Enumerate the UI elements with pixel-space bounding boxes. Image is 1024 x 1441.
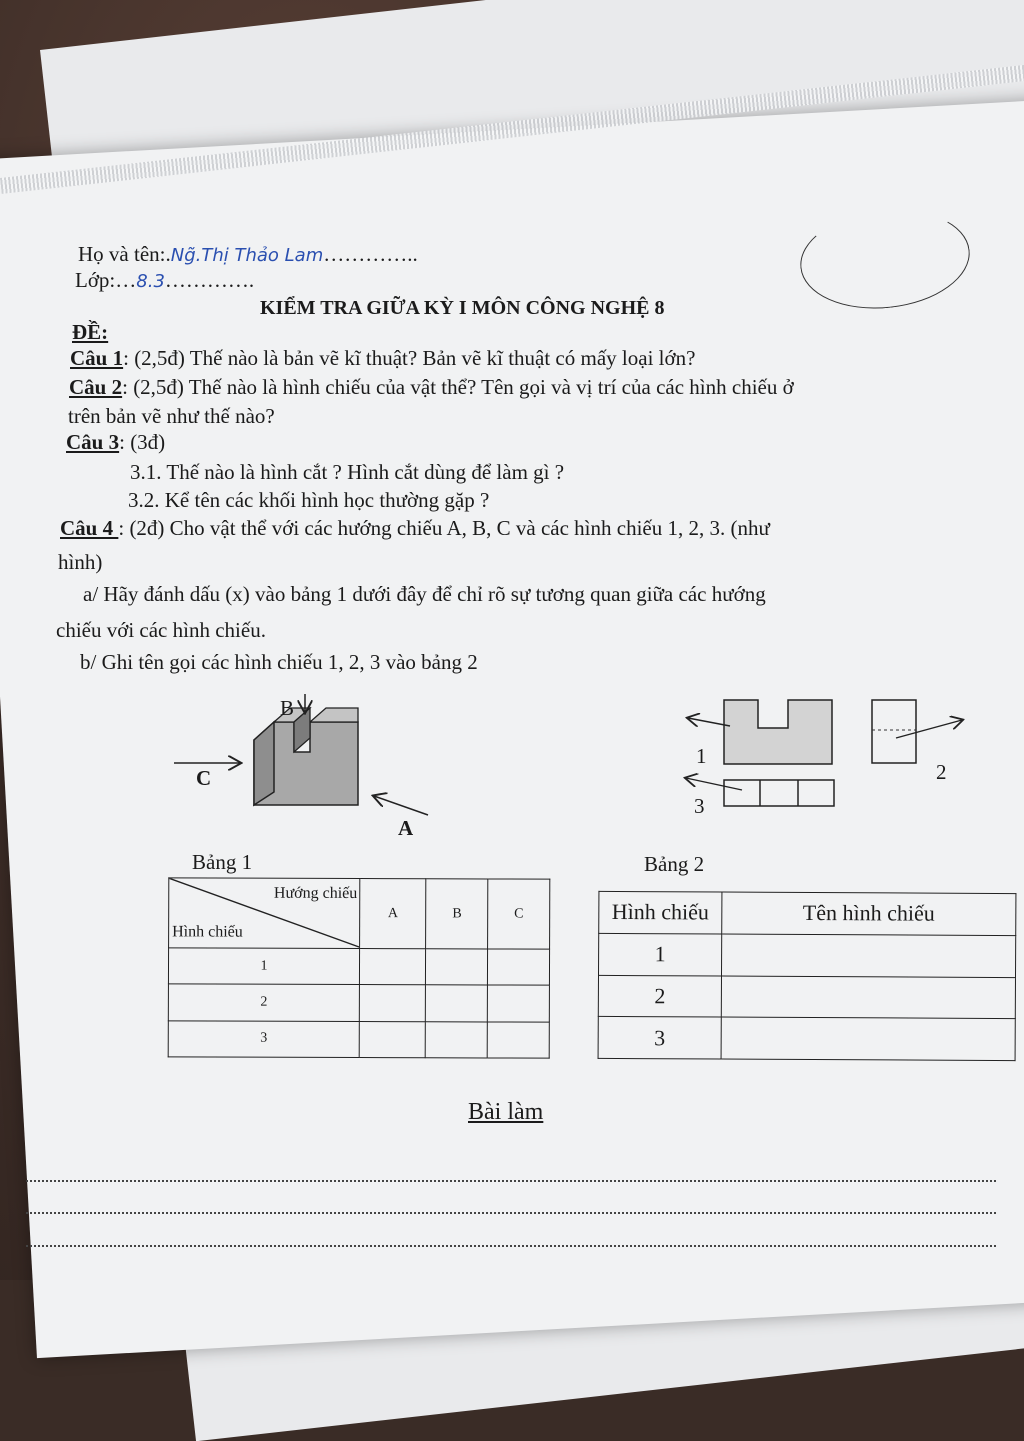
table-1-cell[interactable] [488, 949, 550, 986]
table-1-cell[interactable] [426, 1021, 488, 1058]
arrow-a [374, 796, 428, 815]
table-1-col-a: A [360, 879, 427, 949]
table-1-row-label: 3 [168, 1020, 359, 1057]
table-1-cell[interactable] [359, 1021, 426, 1058]
table-2-row-label: 2 [598, 975, 721, 1017]
projection-views [680, 690, 980, 820]
table-2-cell[interactable] [721, 976, 1015, 1019]
de-label: ĐỀ: [72, 320, 109, 344]
table-2 [598, 891, 1017, 1061]
table-2-row-label: 1 [599, 933, 722, 975]
table-2-caption: Bảng 2 [644, 852, 705, 876]
object-side-face [254, 722, 274, 805]
table-1-corner [169, 878, 360, 949]
student-class-line [75, 268, 254, 293]
question-3 [66, 430, 165, 455]
q3-sub-2: 3.2. Kể tên các khối hình học thường gặp ? [128, 488, 490, 512]
table-2-cell[interactable] [721, 1017, 1015, 1060]
q4-text-2: hình) [58, 550, 103, 574]
q1-text: : (2,5đ) Thế nào là bản vẽ kĩ thuật? Bản vẽ kĩ thuật có mấy loại lớn? [123, 346, 696, 370]
q2-text-2: trên bản vẽ như thế nào? [68, 404, 275, 428]
table-1-cell[interactable] [426, 949, 488, 986]
answer-title: Bài làm [468, 1099, 544, 1125]
table-2-header-view: Hình chiếu [599, 891, 722, 933]
class-handwritten: 8.3 [136, 271, 165, 292]
q4-a-2: chiếu với các hình chiếu. [56, 618, 266, 642]
label-c: C [196, 766, 212, 790]
q4-b: b/ Ghi tên gọi các hình chiếu 1, 2, 3 vào bảng 2 [80, 650, 478, 674]
label-b: B [280, 696, 295, 720]
table-1-cell[interactable] [487, 1022, 549, 1059]
table-2-header-name: Tên hình chiếu [722, 892, 1016, 935]
answer-line[interactable] [26, 1180, 996, 1182]
student-name-line [78, 242, 418, 267]
exam-title: KIỂM TRA GIỮA KỲ I MÔN CÔNG NGHỆ 8 [260, 297, 665, 319]
class-label: Lớp:… [75, 268, 137, 292]
view-2-label: 2 [936, 760, 947, 784]
table-1-cell[interactable] [359, 985, 426, 1022]
label-a: A [398, 816, 414, 840]
corner-top-label: Hướng chiếu [273, 884, 358, 902]
table-1 [168, 877, 551, 1058]
q3-label: Câu 3 [66, 430, 120, 454]
score-circle [795, 201, 974, 316]
answer-line[interactable] [26, 1212, 996, 1214]
q2-label: Câu 2 [69, 375, 123, 399]
table-1-col-c: C [488, 879, 550, 949]
q4-a-1: a/ Hãy đánh dấu (x) vào bảng 1 dưới đây để chỉ rõ sự tương quan giữa các hướng [83, 582, 766, 606]
table-1-row-label: 1 [168, 948, 359, 985]
view-1-label: 1 [696, 744, 707, 768]
name-handwritten: Ng̃.Thị Thảo Lam [170, 245, 324, 266]
class-dots: …………. [164, 268, 255, 292]
question-2 [69, 375, 794, 400]
q4-text-1: : (2đ) Cho vật thể với các hướng chiếu A, B, C và các hình chiếu 1, 2, 3. (như [118, 516, 770, 540]
q2-text-1: : (2,5đ) Thế nào là hình chiếu của vật thể? Tên gọi và vị trí của các hình chiếu ở [122, 375, 794, 399]
table-2-row-label: 3 [598, 1017, 721, 1059]
view-3-label: 3 [694, 794, 705, 818]
table-1-cell[interactable] [359, 949, 426, 986]
table-1-caption: Bảng 1 [192, 850, 253, 874]
object-top-right [310, 708, 358, 722]
q3-text: : (3đ) [119, 430, 166, 454]
corner-bottom-label: Hình chiếu [172, 923, 243, 941]
answer-line[interactable] [26, 1245, 996, 1247]
table-1-cell[interactable] [426, 985, 488, 1022]
q1-label: Câu 1 [70, 346, 124, 370]
view-1-shape [724, 700, 832, 764]
q3-sub-1: 3.1. Thế nào là hình cắt ? Hình cắt dùng để làm gì ? [130, 460, 565, 484]
view-2-shape [872, 700, 916, 763]
question-1 [70, 346, 695, 371]
view-3-shape [724, 780, 834, 806]
table-1-row-label: 2 [168, 984, 359, 1021]
table-1-col-b: B [426, 879, 488, 949]
q4-label: Câu 4 [60, 516, 119, 540]
question-4 [60, 516, 770, 541]
name-dots: ………….. [323, 242, 418, 266]
view-2-arrow [896, 720, 962, 738]
table-2-cell[interactable] [722, 934, 1016, 977]
table-1-cell[interactable] [488, 985, 550, 1022]
name-label: Họ và tên:. [78, 242, 171, 266]
